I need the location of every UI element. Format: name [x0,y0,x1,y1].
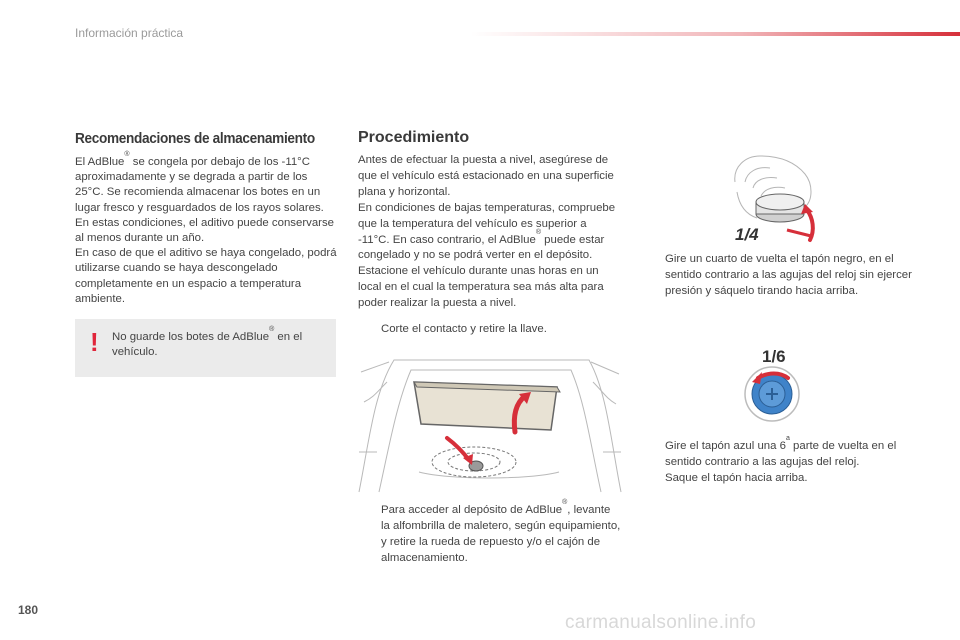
recommendations-paragraph-1: El AdBlue® se congela por debajo de los -11°C aproximadamente y se degrada a partir de los 25°C. Se recomienda almacenar los botes en un lugar fresco y resguardados de los rayos solares. [75,151,324,214]
recommendations-title: Recomendaciones de almacenamiento [75,131,315,147]
blue-cap-illustration [730,342,820,422]
warning-text: No guarde los botes de AdBlue® en el vehículo. [112,326,303,359]
procedure-title: Procedimiento [358,129,470,146]
trunk-illustration [359,352,621,494]
step-black-cap: Gire un cuarto de vuelta el tapón negro, en el sentido contrario a las agujas del reloj sin ejercer presión y sáquelo tirando hacia arriba. [665,253,912,297]
procedure-paragraph-1: Antes de efectuar la puesta a nivel, asegúrese de que el vehículo está estacionado en una superficie plana y horizontal. [358,154,614,198]
step-remove-cap: Saque el tapón hacia arriba. [665,472,808,484]
procedure-intro [358,153,620,312]
procedure-paragraph-2: En condiciones de bajas temperaturas, compruebe que la temperatura del vehículo es superior a -11°C. En caso contrario, el AdBlue® puede estar congelado y no se podrá verter en el depósito. Estacione el vehículo durante unas horas en un local en el cual la temperatura sea más alta para poder realizar la puesta a nivel. [358,201,616,310]
header-accent-bar [470,32,960,36]
watermark: carmanualsonline.info [565,612,757,633]
recommendations-paragraph-2: En estas condiciones, el aditivo puede conservarse al menos durante un año. [75,216,334,245]
black-cap-illustration [725,152,825,247]
step-access-tank: Para acceder al depósito de AdBlue®, levante la alfombrilla de maletero, según equipamiento, y retire la rueda de repuesto y/o el cajón de almacenamiento. [381,499,621,564]
quarter-turn-label: 1/4 [735,225,759,244]
recommendations-text [75,151,337,307]
page-number: 180 [18,603,39,617]
step-ignition: Corte el contacto y retire la llave. [381,323,547,335]
sixth-turn-label: 1/6 [762,347,786,366]
warning-box [75,319,336,377]
recommendations-paragraph-3: En caso de que el aditivo se haya congelado, podrá utilizarse cuando se haya descongelado completamente en un espacio a temperatura ambiente. [75,247,337,305]
warning-icon: ! [90,327,99,357]
section-header-title: Información práctica [75,26,184,40]
step-blue-cap: Gire el tapón azul una 6$^a$ parte de vuelta en el sentido contrario a las agujas del reloj. [665,435,897,468]
